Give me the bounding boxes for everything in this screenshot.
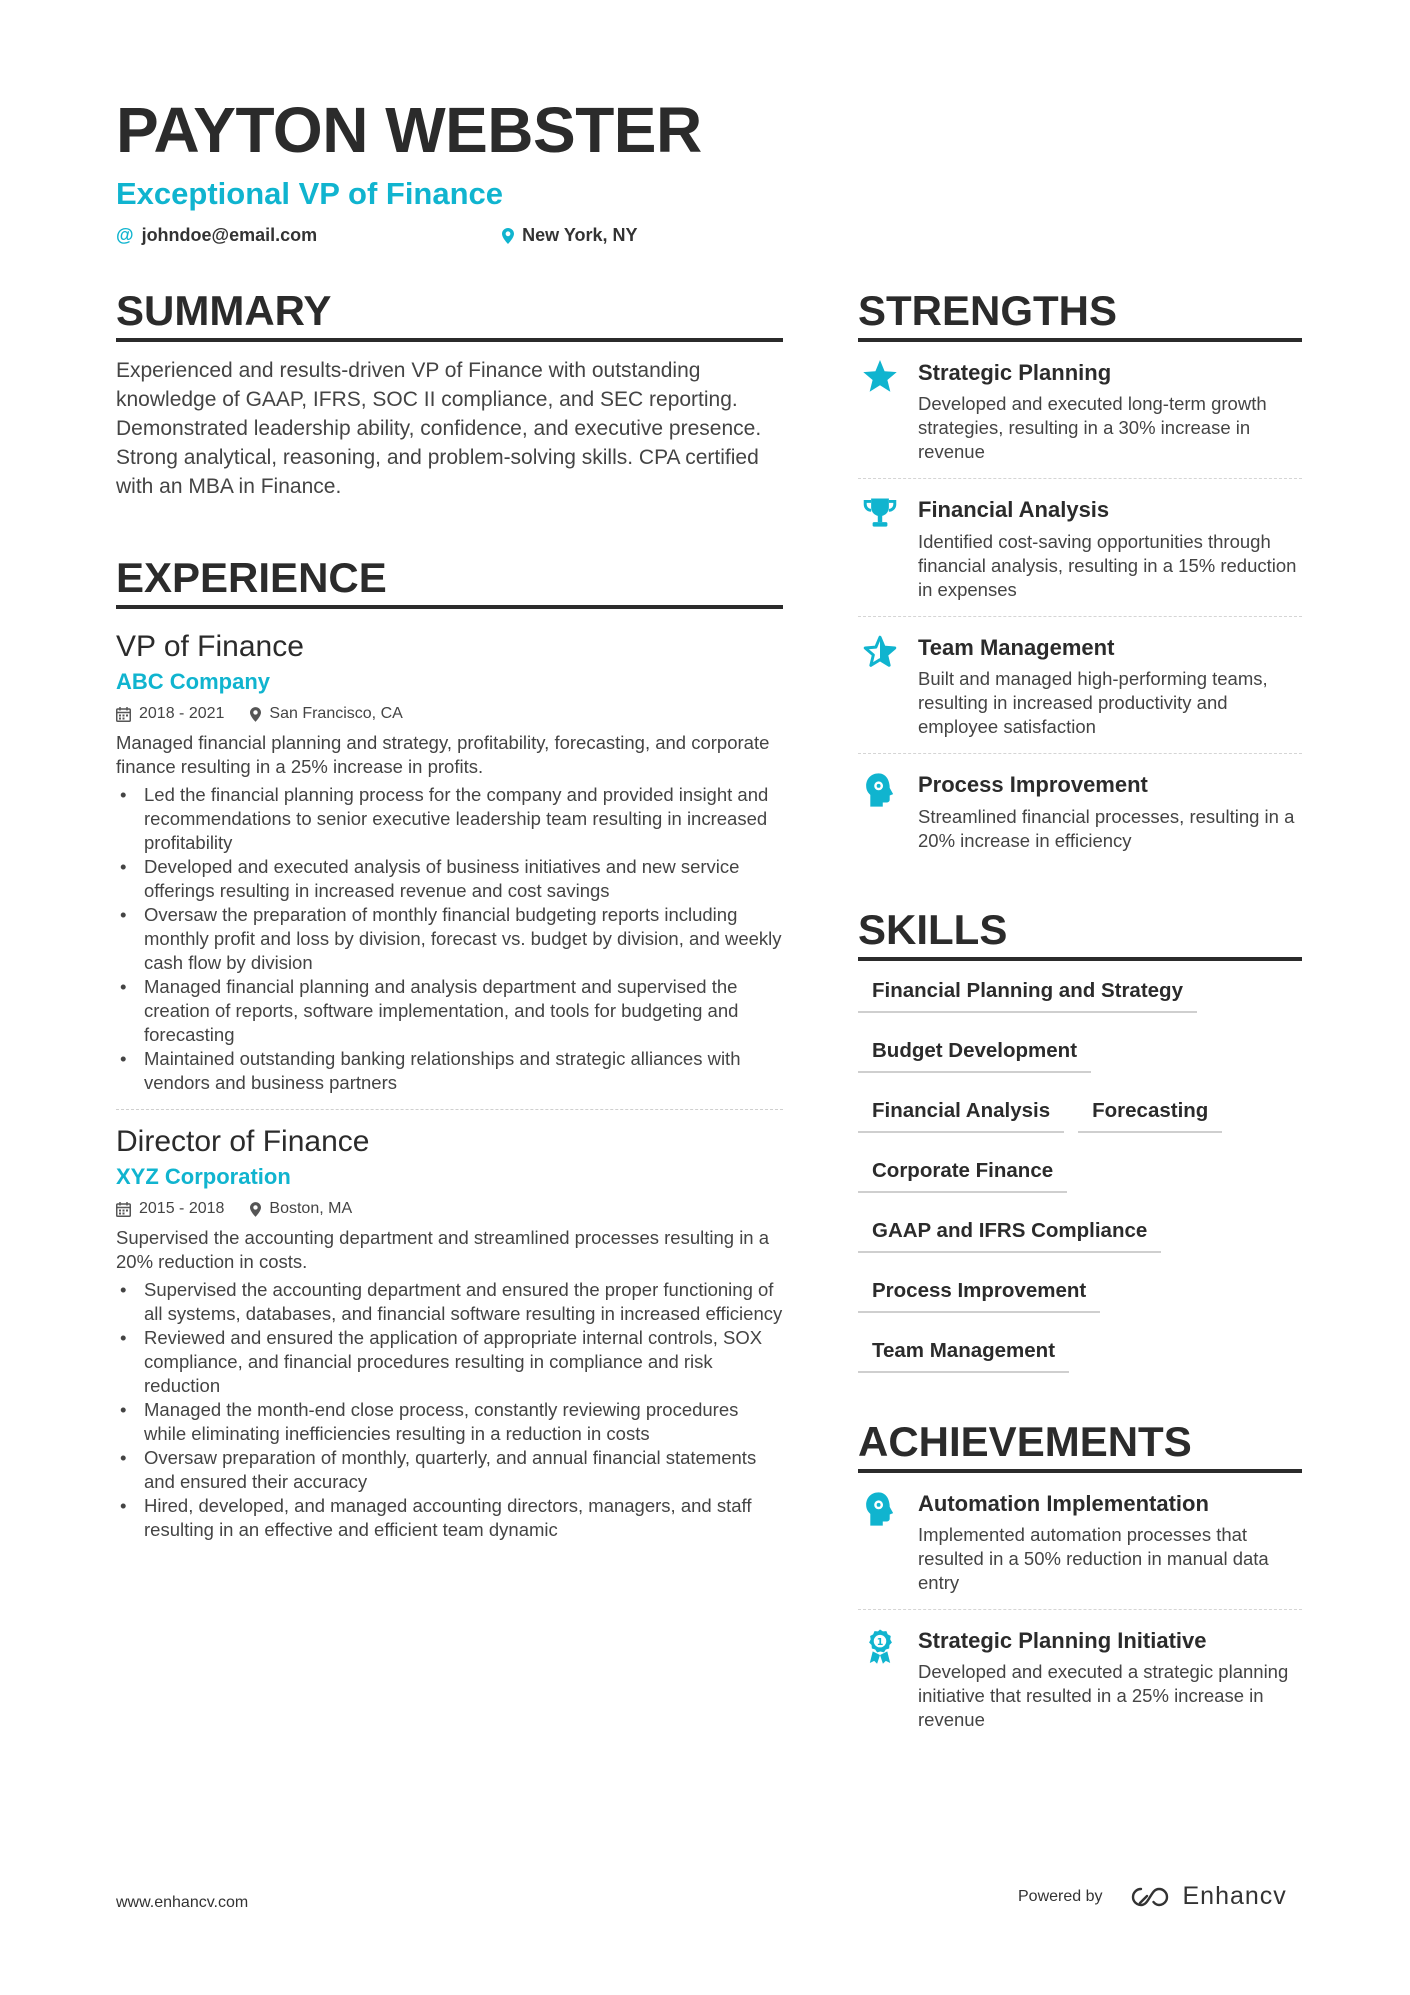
skill-row bbox=[858, 1095, 1302, 1133]
strength-text: Streamlined financial processes, resulting in a 20% increase in efficiency bbox=[918, 805, 1295, 851]
achievement-icon-wrap bbox=[858, 1628, 902, 1732]
achievement-icon-wrap bbox=[858, 1491, 902, 1595]
entry-divider bbox=[116, 1109, 783, 1110]
skill-tag: Team Management bbox=[858, 1335, 1069, 1373]
strength-icon-wrap bbox=[858, 772, 902, 852]
calendar-icon bbox=[116, 707, 131, 722]
job-location-text: Boston, MA bbox=[269, 1200, 353, 1217]
job-bullet: • Reviewed and ensured the application of appropriate internal controls, SOX compliance, and financial procedures resulting in compliance and risk reduction bbox=[116, 1326, 783, 1398]
resume-header bbox=[116, 94, 1296, 246]
achievement-text: Implemented automation processes that resulted in a 50% reduction in manual data entry bbox=[918, 1523, 1269, 1593]
location-contact bbox=[502, 225, 637, 246]
skill-row bbox=[858, 1035, 1302, 1073]
skill-row bbox=[858, 1155, 1302, 1193]
company-name: ABC Company bbox=[116, 669, 271, 694]
strength-title: Strategic Planning bbox=[918, 360, 1112, 385]
strength-title: Financial Analysis bbox=[918, 497, 1110, 523]
strength-icon-wrap bbox=[858, 497, 902, 601]
strength-item bbox=[858, 342, 1302, 479]
email-text: johndoe@email.com bbox=[141, 225, 318, 245]
skill-row bbox=[858, 1275, 1302, 1313]
job-title: VP of Finance bbox=[116, 630, 304, 663]
job-location-text: San Francisco, CA bbox=[269, 705, 403, 722]
map-pin-icon bbox=[250, 1202, 261, 1217]
strength-text: Identified cost-saving opportunities through financial analysis, resulting in a 15% reduction in expenses bbox=[918, 530, 1297, 600]
company-name: XYZ Corporation bbox=[116, 1164, 291, 1189]
strength-icon-wrap bbox=[858, 360, 902, 464]
svg-text:1: 1 bbox=[876, 1636, 884, 1648]
strengths-title: STRENGTHS bbox=[858, 290, 1302, 342]
skill-row bbox=[858, 1335, 1302, 1373]
enhancv-logo-icon bbox=[1127, 1885, 1173, 1909]
job-dates-text: 2018 - 2021 bbox=[139, 705, 225, 722]
head-gear-icon bbox=[863, 772, 897, 808]
strength-item bbox=[858, 754, 1302, 866]
strength-icon-wrap bbox=[858, 635, 902, 739]
experience-title: EXPERIENCE bbox=[116, 557, 783, 609]
map-pin-icon bbox=[502, 228, 514, 244]
job-bullet: • Managed financial planning and analysis department and supervised the creation of reports, software implementation, and tools for budgeting and forecasting bbox=[116, 975, 783, 1047]
award-ribbon-icon bbox=[864, 1628, 896, 1666]
achievement-text: Developed and executed a strategic planning initiative that resulted in a 25% increase in revenue bbox=[918, 1661, 1289, 1731]
job-bullet: • Oversaw preparation of monthly, quarterly, and annual financial statements and ensured their accuracy bbox=[116, 1446, 783, 1494]
skills-list bbox=[858, 975, 1302, 1373]
skill-tag: Financial Planning and Strategy bbox=[858, 975, 1197, 1013]
strength-title: Process Improvement bbox=[918, 772, 1148, 798]
candidate-name: PAYTON WEBSTER bbox=[116, 94, 702, 166]
achievements-title: ACHIEVEMENTS bbox=[858, 1421, 1302, 1473]
job-description: Supervised the accounting department and streamlined processes resulting in a 20% reduction in costs. bbox=[116, 1227, 770, 1272]
trophy-icon bbox=[862, 497, 898, 531]
job-dates-text: 2015 - 2018 bbox=[139, 1200, 225, 1217]
job-title: Director of Finance bbox=[116, 1125, 370, 1158]
achievement-item bbox=[858, 1473, 1302, 1610]
skill-tag: Corporate Finance bbox=[858, 1155, 1067, 1193]
email-contact[interactable] bbox=[116, 225, 317, 246]
at-icon: @ bbox=[116, 225, 134, 245]
calendar-icon bbox=[116, 1202, 131, 1217]
strength-body bbox=[918, 360, 1302, 464]
summary-text: Experienced and results-driven VP of Finance with outstanding knowledge of GAAP, IFRS, SOC II compliance, and SEC reporting. Demonstrated leadership ability, confidence, and executive presence. Strong analytical, reasoning, and problem-solving skills. CPA certified with an MBA in Finance. bbox=[116, 359, 762, 498]
job-bullet: • Led the financial planning process for the company and provided insight and recommendations to senior executive leadership team resulting in increased profitability bbox=[116, 783, 783, 855]
job-dates bbox=[116, 705, 224, 723]
footer-branding bbox=[1018, 1882, 1287, 1911]
skills-title: SKILLS bbox=[858, 909, 1302, 961]
skill-row bbox=[858, 975, 1302, 1013]
location-text: New York, NY bbox=[522, 225, 638, 245]
achievement-body bbox=[918, 1491, 1302, 1595]
skill-tag: Forecasting bbox=[1078, 1095, 1222, 1133]
headline: Exceptional VP of Finance bbox=[116, 176, 504, 211]
job-bullet: • Developed and executed analysis of business initiatives and new service offerings resulting in increased revenue and cost savings bbox=[116, 855, 783, 903]
achievements-list bbox=[858, 1473, 1302, 1747]
achievement-body bbox=[918, 1628, 1302, 1732]
strength-text: Developed and executed long-term growth strategies, resulting in a 30% increase in revenue bbox=[918, 393, 1267, 463]
strength-item bbox=[858, 617, 1302, 754]
head-gear-icon bbox=[863, 1491, 897, 1527]
job-description: Managed financial planning and strategy, profitability, forecasting, and corporate finance resulting in a 25% increase in profits. bbox=[116, 732, 770, 777]
skill-tag: Process Improvement bbox=[858, 1275, 1100, 1313]
star-filled-icon bbox=[862, 360, 898, 394]
strength-title: Team Management bbox=[918, 634, 1115, 660]
skill-tag: Budget Development bbox=[858, 1035, 1091, 1073]
powered-by-label: Powered by bbox=[1018, 1887, 1103, 1905]
job-bullet: • Maintained outstanding banking relationships and strategic alliances with vendors and business partners bbox=[116, 1047, 783, 1095]
strength-body bbox=[918, 497, 1302, 601]
star-outline-icon bbox=[862, 635, 898, 669]
job-bullet: • Supervised the accounting department and ensured the proper functioning of all systems, databases, and financial software resulting in increased efficiency bbox=[116, 1278, 783, 1326]
job-dates bbox=[116, 1200, 224, 1218]
experience-entry bbox=[116, 629, 783, 1110]
strength-item bbox=[858, 479, 1302, 616]
job-bullet: • Hired, developed, and managed accounting directors, managers, and staff resulting in an effective and efficient team dynamic bbox=[116, 1494, 783, 1542]
strength-body bbox=[918, 772, 1302, 852]
skill-row bbox=[858, 1215, 1302, 1253]
summary-title: SUMMARY bbox=[116, 290, 783, 342]
achievement-item bbox=[858, 1610, 1302, 1746]
job-location bbox=[250, 1200, 352, 1218]
skill-tag: GAAP and IFRS Compliance bbox=[858, 1215, 1161, 1253]
job-location bbox=[250, 705, 402, 723]
strengths-list bbox=[858, 342, 1302, 867]
job-bullet: • Oversaw the preparation of monthly financial budgeting reports including monthly profit and loss by division, forecast vs. budget by division, and weekly cash flow by division bbox=[116, 903, 783, 975]
achievement-title: Automation Implementation bbox=[918, 1490, 1209, 1516]
experience-entry bbox=[116, 1124, 783, 1542]
left-column bbox=[116, 287, 783, 1542]
job-meta bbox=[116, 1200, 783, 1218]
job-meta bbox=[116, 705, 783, 723]
achievement-title: Strategic Planning Initiative bbox=[918, 1627, 1207, 1653]
job-bullets bbox=[116, 783, 783, 1095]
strength-body bbox=[918, 635, 1302, 739]
job-bullets bbox=[116, 1278, 783, 1542]
map-pin-icon bbox=[250, 707, 261, 722]
job-bullet: • Managed the month-end close process, constantly reviewing procedures while eliminating inefficiencies resulting in a reduction in costs bbox=[116, 1398, 783, 1446]
strength-text: Built and managed high-performing teams, resulting in increased productivity and employee satisfaction bbox=[918, 668, 1268, 738]
contact-info bbox=[116, 225, 1296, 246]
skill-tag: Financial Analysis bbox=[858, 1095, 1064, 1133]
brand-name: Enhancv bbox=[1182, 1882, 1287, 1910]
footer-website[interactable]: www.enhancv.com bbox=[116, 1894, 249, 1911]
right-column bbox=[858, 287, 1302, 1746]
enhancv-logo[interactable] bbox=[1127, 1882, 1287, 1911]
